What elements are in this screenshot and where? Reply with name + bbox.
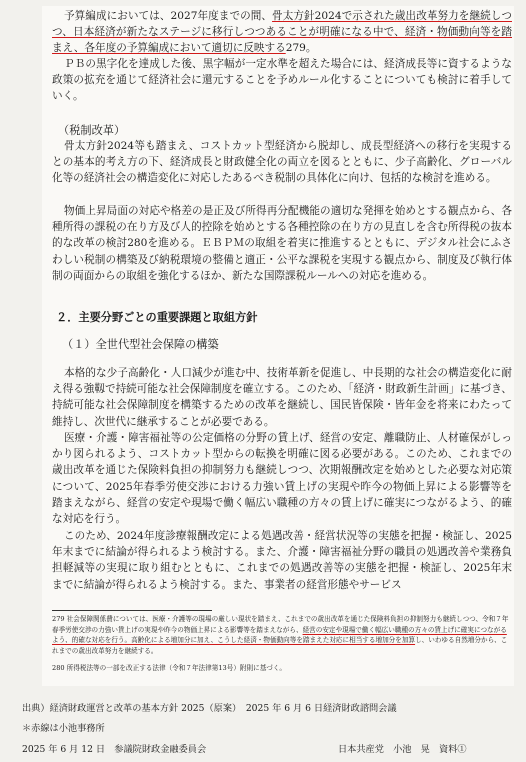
- footnote-red-underline: 経営の安定や現場で働く幅広い職種の方々の賃上げに確実につながるよう、的確な対応を行う。高齢化による増加分に加え、こうした経済・物価動向等を踏まえた対応に相当する増加分を加算: [52, 625, 507, 645]
- budget-paragraph: [52, 8, 512, 57]
- underline-note: ＊赤線は小池事務所: [22, 723, 105, 734]
- footnote-ref-279: 279。: [285, 42, 317, 55]
- section-2-heading: ２．主要分野ごとの重要課題と取組方針: [56, 311, 258, 324]
- material-label: 日本共産党 小池 晃 資料①: [338, 744, 467, 755]
- committee-date: 2025 年 6 月 12 日 参議院財政金融委員会: [22, 744, 207, 755]
- subsection-1-heading: （１）全世代型社会保障の構築: [62, 338, 219, 351]
- tax-paragraph-1: 骨太方針2024等も踏まえ、コストカット型経済から脱却し、成長型経済への移行を実現するとの基本的考え方の下、経済成長と財政健全化の両立を図るとともに、少子高齢化、グローバル化等の経済社会の構造変化に対応したあるべき税制の具体化に向け、包括的な検討を進める。: [52, 140, 512, 185]
- social-security-paragraph-2: 医療・介護・障害福祉等の公定価格の分野の賃上げ、経営の安定、離職防止、人材確保がしっかり図られるよう、コストカット型からの転換を明確に図る必要がある。このため、これまでの歳出改革を通じた保険料負担の抑制努力も継続しつつ、次期報酬改定を始めとした必要な対応策について、2025年春季労使交渉における力強い賃上げの実現や昨今の物価上昇による影響等を踏まえながら、経営の安定や現場で働く幅広い職種の方々の賃上げに確実につながるよう、的確な対応を行う。: [52, 432, 512, 526]
- footnote-279-text: 279 社会保障関係費については、医療・介護等の現場の厳しい現状を踏まえ、これまでの歳出改革を通じた保険料負担の抑制努力も継続しつつ、令和７年春季労使交渉の力強い賃上げの実現や昨今の物価上昇による影響等を踏まえながら、: [52, 615, 509, 634]
- tax-paragraph-2: 物価上昇局面の対応や格差の是正及び所得再分配機能の適切な発揮を始めとする観点から、各種所得の課税の在り方及び人的控除を始めとする各種控除の在り方の見直しを含む所得税の抜本的な改革の検討280を進める。ＥＢＰＭの取組を着実に推進するとともに、デジタル社会にふさわしい税制の構築及び納税環境の整備と適正・公平な課税を実現する観点から、制度及び執行体制の両面からの取組を強化するほか、新たな国際課税ルールへの対応を進める。: [52, 205, 512, 282]
- footnote-279: [52, 614, 512, 656]
- footnote-280: 280 所得税法等の一部を改正する法律（令和７年法律第13号）附則に基づく。: [52, 664, 286, 672]
- budget-text: 予算編成においては、2027年度までの間、: [64, 10, 273, 22]
- footnote-divider: [52, 610, 212, 611]
- pb-paragraph: ＰＢの黒字化を達成した後、黒字幅が一定水準を超えた場合には、経済成長等に資するような政策の拡充を通じて経済社会に還元することを予めルール化することについても検討に着手していく。: [52, 58, 512, 103]
- red-underlined-text: 骨太方針2024で示された歳出改革努力を継続しつつ、日本経済が新たなステージに移行しつつあることが明確になる中で、経済・物価動向等を踏まえ、各年度の予算編成において適切に反映する: [52, 10, 512, 55]
- source-citation: 出典）経済財政運営と改革の基本方針 2025（原案） 2025 年 6 月 6 日経済財政諮問会議: [22, 703, 397, 714]
- social-security-paragraph-3: このため、2024年度診療報酬改定による処遇改善・経営状況等の実態を把握・検証し、2025年末までに結論が得られるよう検討する。また、介護・障害福祉分野の職員の処遇改善や業務負担軽減等の実現に取り組むとともに、これまでの処遇改善等の実態を把握・検証し、2025年末までに結論が得られるよう検討する。また、事業者の経営形態やサービス: [52, 530, 512, 591]
- tax-reform-title: （税制改革）: [58, 124, 126, 137]
- social-security-paragraph-1: 本格的な少子高齢化・人口減少が進む中、技術革新を促進し、中長期的な社会の構造変化に耐え得る強靱で持続可能な社会保障制度を確立する。このため、「経済・財政新生計画」に基づき、持続可能な社会保障制度を構築するための改革を継続し、国民皆保険・皆年金を将来にわたって維持し、次世代に継承することが必要である。: [52, 367, 512, 428]
- footnote-279-end: し、いわゆる自然増分から、これまでの歳出改革努力を継続する。: [52, 636, 508, 655]
